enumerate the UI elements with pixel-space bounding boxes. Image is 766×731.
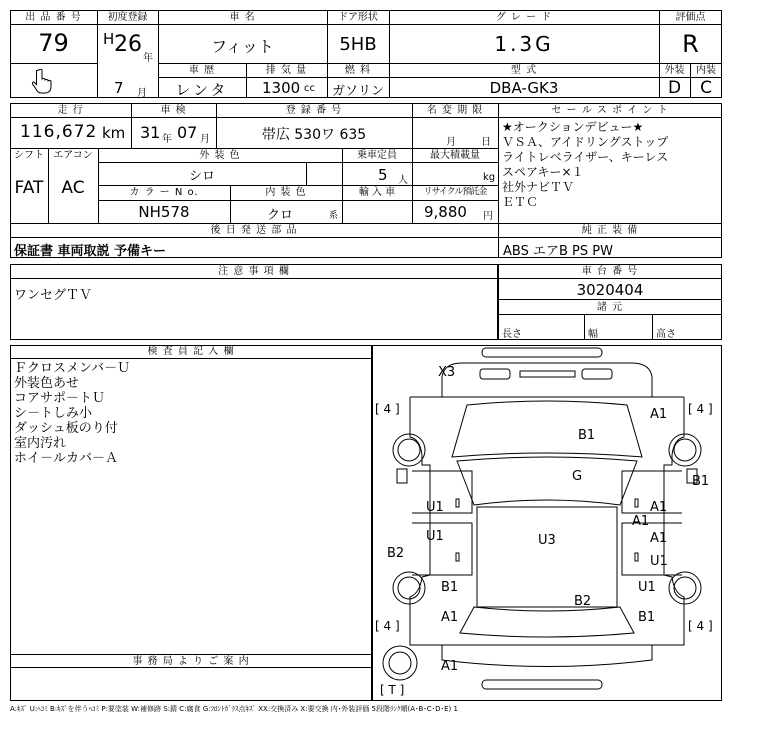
int-color-label: 内 装 色 — [265, 187, 307, 198]
diag-tire-fl: [ 4 ] — [375, 402, 400, 416]
plate-label: 登 録 番 号 — [285, 105, 343, 116]
persons-unit: 人 — [398, 175, 408, 186]
notes: ワンセグＴＶ — [14, 288, 93, 303]
score: R — [682, 30, 699, 58]
interior-score: C — [700, 78, 712, 98]
width-label: 幅 — [588, 329, 598, 340]
displacement: 1300 — [262, 79, 301, 97]
diag-x3: X3 — [438, 365, 456, 380]
interior-label: 内装 — [696, 65, 716, 76]
plate-number: 帯広 530ワ 635 — [261, 127, 367, 143]
inspector-note: コアサポ－トＵ — [14, 391, 106, 406]
kg-unit: kg — [483, 172, 496, 183]
score-label: 評価点 — [675, 12, 706, 23]
car-name-label: 車 名 — [229, 12, 256, 23]
diag-a1-fr-door: A1 — [650, 500, 668, 515]
diag-b1-rr: B1 — [638, 610, 656, 625]
inspection-month: 07 — [177, 123, 198, 142]
genuine-label: 純 正 装 備 — [581, 225, 639, 236]
inspector-note: ダッシュ板のり付 — [14, 421, 118, 436]
sales-point: スペアキー×１ — [502, 165, 584, 179]
damage-diagram — [372, 345, 722, 701]
diag-b1-bonnet: B1 — [578, 428, 596, 443]
yen-unit: 円 — [483, 211, 493, 222]
legend: A:ｷｽﾞ U:ﾍｺﾐ B:ｷｽﾞを伴うﾍｺﾐ P:要塗装 W:補修跡 S:錆 C:腐食 G:ﾌﾛﾝﾄｶﾞﾗｽ点ｷｽﾞ XX:交換済み X:要交換 内･外装評価 5段階ﾗﾝｸ順(A･B･C･D･E) 1 — [10, 705, 458, 713]
displacement-label: 排 気 量 — [265, 65, 308, 76]
name-change-month-unit: 月 — [446, 137, 456, 148]
height-label: 高さ — [656, 329, 676, 340]
notes-label: 注 意 事 項 欄 — [218, 266, 290, 277]
diag-g-glass: G — [572, 469, 583, 484]
name-change-label: 名 変 期 限 — [426, 105, 484, 116]
inspector-label: 検 査 員 記 入 欄 — [147, 346, 235, 357]
history: レンタ — [175, 81, 229, 99]
diag-b1-rl-qtr: B1 — [441, 580, 459, 595]
diag-a1-rl: A1 — [441, 610, 459, 625]
color-no-label: カ ラ ー N o. — [129, 187, 199, 198]
diag-u1-rr-door: U1 — [650, 554, 668, 569]
history-label: 車 歴 — [188, 65, 216, 76]
exterior-score: D — [667, 78, 682, 98]
chassis-number: 3020404 — [576, 281, 644, 299]
fuel: ガソリン — [331, 84, 384, 99]
sales-points-list — [502, 120, 722, 210]
grade-label: グ レ ー ド — [495, 12, 553, 23]
fuel-label: 燃 料 — [344, 65, 372, 76]
color-no: NH578 — [138, 203, 190, 221]
inspector-note: 室内汚れ — [14, 436, 67, 451]
int-color: クロ — [266, 208, 293, 223]
diag-u1-rl-door: U1 — [426, 529, 444, 544]
insp-month-unit: 月 — [200, 134, 210, 145]
diag-b1-right: B1 — [692, 474, 710, 489]
max-load-label: 最大積載量 — [430, 150, 480, 161]
recycle-label: リサイクル預託金 — [423, 187, 487, 197]
shift: FAT — [14, 178, 44, 198]
inspector-note: シ－トしみ小 — [14, 406, 93, 421]
import-label: 輸 入 車 — [358, 187, 396, 198]
inspection-label: 車 検 — [160, 105, 187, 116]
inspector-notes-list — [14, 361, 364, 466]
later-parts-label: 後 日 発 送 部 品 — [210, 225, 298, 236]
first-reg-era: H — [103, 30, 115, 48]
hand-cursor-icon — [30, 68, 54, 94]
lot-number: 79 — [38, 29, 69, 57]
diag-tire-rr: [ 4 ] — [688, 619, 713, 633]
diag-u1-rr-qtr: U1 — [638, 580, 656, 595]
exterior-label: 外装 — [664, 65, 685, 76]
diag-b2-trunk: B2 — [574, 594, 592, 609]
diag-tire-rl: [ 4 ] — [375, 619, 400, 633]
inspector-note: Ｆクロスメンバ－Ｕ — [14, 361, 131, 376]
inspection-year: 31 — [140, 123, 161, 142]
genuine-equipment: ABS エアB PS PW — [503, 244, 613, 259]
capacity-label: 乗車定員 — [357, 150, 397, 161]
chassis-label: 車 台 番 号 — [581, 266, 639, 277]
model-label: 型 式 — [510, 65, 538, 76]
later-parts: 保証書 車両取説 予備キー — [14, 244, 167, 259]
name-change-day-unit: 日 — [481, 137, 491, 148]
diag-a1-fr: A1 — [650, 407, 668, 422]
office-label: 事 務 局 よ り ご 案 内 — [132, 656, 250, 667]
mileage: 116,672 — [20, 122, 98, 142]
ext-color: シロ — [188, 169, 215, 184]
ext-color-label: 外 装 色 — [199, 150, 241, 161]
sales-point: 社外ナビＴＶ — [502, 180, 575, 194]
recycle-fee: 9,880 — [424, 203, 467, 221]
grade: 1.3G — [494, 32, 554, 56]
mileage-label: 走 行 — [57, 105, 84, 116]
door-label: ドア形状 — [338, 12, 378, 23]
ac: AC — [61, 178, 85, 198]
sales-point: ★オークションデビュー★ — [502, 120, 644, 134]
dims-label: 諸 元 — [596, 302, 624, 313]
month-unit: 月 — [137, 88, 147, 99]
diag-a1-fr-door2: A1 — [632, 514, 650, 529]
year-unit: 年 — [143, 53, 153, 64]
sales-point: ライトレベライザー、キーレス — [502, 150, 669, 164]
diag-a1-rr-door: A1 — [650, 531, 668, 546]
inspector-note: 外装色あせ — [14, 376, 80, 391]
lot-no-label: 出 品 番 号 — [25, 12, 82, 23]
capacity: 5 — [378, 166, 388, 184]
diag-tire-fr: [ 4 ] — [688, 402, 713, 416]
sales-point: ＥＴＣ — [502, 195, 539, 209]
diag-u1-fl-door: U1 — [426, 500, 444, 515]
first-reg-month: 7 — [114, 79, 124, 97]
diag-b2-left: B2 — [387, 546, 405, 561]
length-label: 長さ — [502, 329, 522, 340]
kei-unit: 系 — [329, 211, 339, 221]
diag-u3-roof: U3 — [538, 533, 556, 548]
insp-year-unit: 年 — [162, 134, 172, 145]
diag-a1-rear: A1 — [441, 659, 459, 674]
sales-point: ＶＳＡ、アイドリングストップ — [502, 135, 669, 149]
inspector-note: ホイ－ルカバ－Ａ — [14, 451, 119, 466]
shift-label: シフト — [14, 150, 44, 161]
cc-unit: cc — [304, 83, 315, 94]
model: DBA-GK3 — [489, 79, 559, 97]
km-unit: km — [102, 124, 126, 142]
sales-points-label: セ ー ル ス ポ イ ン ト — [551, 105, 669, 116]
first-reg-year: 26 — [114, 32, 142, 57]
ac-label: エアコン — [53, 150, 93, 161]
car-name: フィット — [211, 37, 274, 56]
diag-spare: [ T ] — [380, 683, 405, 697]
door-type: 5HB — [339, 34, 377, 55]
first-reg-label: 初度登録 — [107, 12, 148, 23]
